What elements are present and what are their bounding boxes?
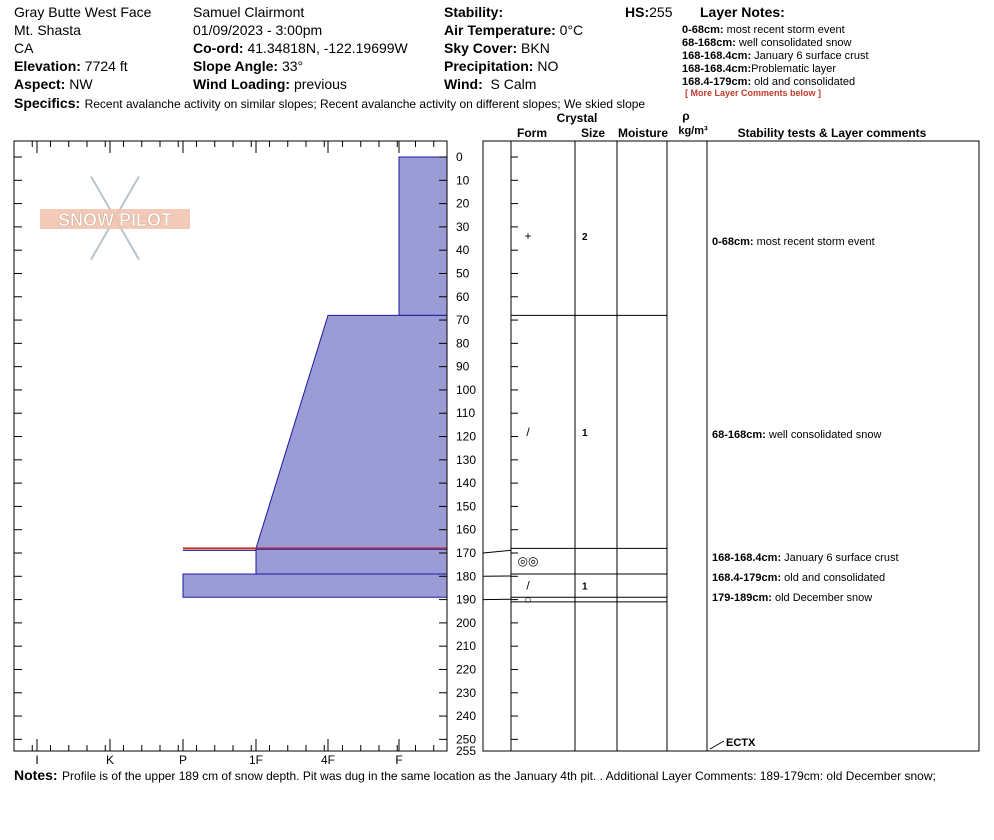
crystal-size-value: 1	[582, 581, 588, 593]
crystal-size-value: 1	[582, 427, 588, 439]
depth-tick-label: 230	[456, 685, 477, 700]
specifics-text: Recent avalanche activity on similar slopes; Recent avalanche activity on different slopes; We skied slope	[84, 97, 646, 111]
hardness-bar	[256, 315, 447, 548]
layer-note-text: old and consolidated	[754, 76, 856, 88]
depth-tick-label: 220	[456, 662, 477, 677]
layer-notes-title: Layer Notes:	[700, 4, 785, 20]
more-comments-link[interactable]: [ More Layer Comments below ]	[685, 88, 822, 98]
hardness-tick-label: F	[395, 753, 403, 767]
aspect-label: Aspect:	[14, 76, 66, 92]
depth-tick-label: 60	[456, 289, 470, 304]
depth-tick-label: 140	[456, 476, 477, 491]
depth-tick-label: 40	[456, 243, 470, 258]
depth-tick-label: 150	[456, 499, 477, 514]
stability-test-label: ECTX	[726, 737, 756, 749]
layer-note-range: 68-168cm:	[682, 37, 736, 49]
layer-comment	[712, 429, 881, 441]
layer-comment-range: 68-168cm:	[712, 429, 769, 441]
wind-loading-label: Wind Loading:	[193, 76, 291, 92]
depth-tick-label: 255	[456, 744, 477, 758]
layer-comment-range: 179-189cm:	[712, 592, 775, 604]
hardness-tick-label: I	[35, 753, 39, 767]
layer-comment-range: 0-68cm:	[712, 236, 757, 248]
observer-name: Samuel Clairmont	[193, 4, 305, 20]
layer-comment-range: 168-168.4cm:	[712, 552, 785, 564]
column-header-density: kg/m³	[678, 125, 708, 137]
notes-row	[14, 767, 984, 785]
depth-tick-label: 250	[456, 732, 477, 747]
location-name: Gray Butte West Face	[14, 4, 152, 20]
depth-tick-label: 30	[456, 219, 470, 234]
depth-tick-label: 0	[456, 150, 463, 164]
column-header-moisture: Moisture	[617, 126, 669, 140]
wind-value: S Calm	[490, 76, 537, 92]
column-header-rho: ρ	[682, 109, 690, 123]
hardness-bar	[256, 549, 447, 574]
layer-comment	[712, 552, 899, 564]
layer-note-text: most recent storm event	[726, 24, 845, 36]
stability-label: Stability:	[444, 4, 504, 20]
layer-comment-text: well consolidated snow	[768, 429, 882, 441]
elevation-label: Elevation:	[14, 58, 81, 74]
layer-note-range: 168.4-179cm:	[682, 76, 752, 88]
layer-note-range: 0-68cm:	[682, 24, 724, 36]
depth-tick-label: 110	[456, 406, 476, 421]
depth-tick-label: 100	[456, 382, 477, 397]
layer-note-text: January 6 surface crust	[754, 50, 869, 62]
depth-tick-label: 160	[456, 522, 477, 537]
layer-comment	[712, 592, 872, 604]
crystal-form-symbol: ◎◎	[517, 554, 539, 569]
crystal-form-symbol: /	[526, 424, 530, 439]
observation-datetime: 01/09/2023 - 3:00pm	[193, 22, 323, 38]
sky-label: Sky Cover:	[444, 40, 518, 56]
layer-connector-line	[483, 550, 511, 553]
layer-comment-text: old December snow	[775, 592, 873, 604]
hardness-tick-label: 4F	[320, 753, 336, 767]
coord-label: Co-ord:	[193, 40, 244, 56]
hs-label: HS:	[625, 4, 650, 20]
hardness-tick-label: K	[105, 753, 115, 767]
layer-grid-frame	[483, 141, 979, 751]
layer-note-range: 168-168.4cm:	[682, 63, 752, 75]
depth-tick-label: 180	[456, 569, 477, 584]
depth-tick-label: 120	[456, 429, 477, 444]
layer-comment-range: 168.4-179cm:	[712, 572, 785, 584]
precip-label: Precipitation:	[444, 58, 534, 74]
crystal-form-symbol: /	[526, 578, 530, 593]
air-temp-label: Air Temperature:	[444, 22, 556, 38]
column-header-size: Size	[580, 126, 606, 140]
depth-tick-label: 70	[456, 313, 470, 328]
specifics-label: Specifics:	[14, 95, 81, 111]
depth-tick-label: 80	[456, 336, 470, 351]
sky-value: BKN	[521, 40, 550, 56]
depth-tick-label: 10	[456, 173, 470, 188]
depth-tick-label: 20	[456, 196, 470, 211]
depth-tick-label: 50	[456, 266, 470, 281]
logo-text: SNOW PILOT	[58, 210, 172, 230]
slope-label: Slope Angle:	[193, 58, 279, 74]
slope-value: 33°	[281, 58, 304, 74]
hardness-tick-label: 1F	[248, 753, 264, 767]
layer-comment	[712, 572, 885, 584]
depth-tick-label: 130	[456, 452, 477, 467]
region-name: Mt. Shasta	[14, 22, 81, 38]
layer-comment-text: old and consolidated	[784, 572, 886, 584]
layer-comment	[712, 236, 875, 248]
aspect-value: NW	[69, 76, 93, 92]
state-name: CA	[14, 40, 34, 56]
layer-note-text: well consolidated snow	[738, 37, 852, 49]
column-header-form: Form	[517, 126, 547, 140]
depth-tick-label: 190	[456, 592, 477, 607]
coord-value: 41.34818N, -122.19699W	[247, 40, 408, 56]
notes-text: Profile is of the upper 189 cm of snow depth. Pit was dug in the same location as the January 4th pit. . Additional Layer Comments: 189-179cm: old December snow;	[62, 769, 936, 783]
depth-tick-label: 240	[456, 709, 477, 724]
notes-label: Notes:	[14, 767, 58, 783]
wind-loading-value: previous	[293, 76, 347, 92]
stability-test-pointer	[710, 741, 724, 749]
hardness-bar	[183, 574, 447, 597]
elevation-value: 7724 ft	[84, 58, 128, 74]
column-header-crystal: Crystal	[556, 111, 598, 125]
depth-tick-label: 210	[456, 639, 477, 654]
air-temp-value: 0°C	[559, 22, 584, 38]
depth-tick-label: 200	[456, 615, 477, 630]
layer-comment-text: most recent storm event	[756, 236, 875, 248]
crystal-form-symbol: +	[524, 229, 532, 244]
column-header-comments: Stability tests & Layer comments	[737, 126, 927, 140]
hardness-tick-label: P	[178, 753, 188, 767]
wind-label: Wind:	[444, 76, 483, 92]
crystal-size-value: 2	[582, 232, 588, 244]
depth-tick-label: 170	[456, 546, 477, 560]
depth-tick-label: 90	[456, 359, 470, 374]
hs-value: 255	[649, 4, 673, 20]
crystal-form-symbol: ○	[524, 592, 532, 607]
layer-note-range: 168-168.4cm:	[682, 50, 752, 62]
precip-value: NO	[537, 58, 559, 74]
layer-comment-text: January 6 surface crust	[784, 552, 899, 564]
layer-note-text: Problematic layer	[751, 63, 837, 75]
